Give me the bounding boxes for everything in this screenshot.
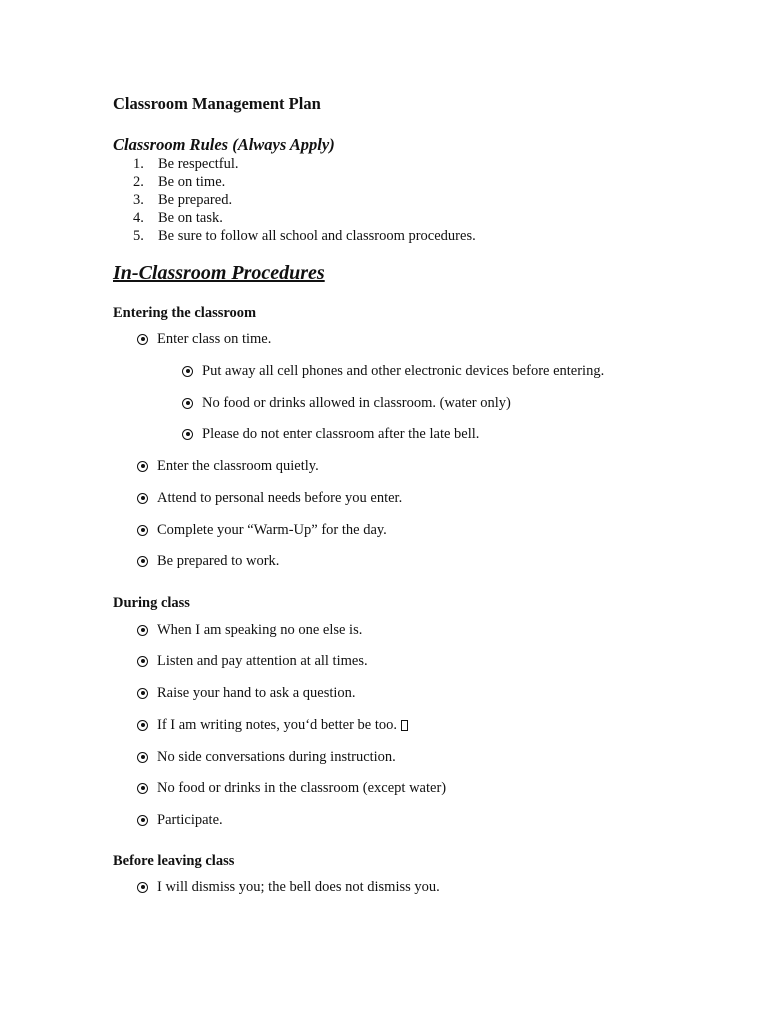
document-title: Classroom Management Plan	[113, 94, 321, 113]
list-item: Raise your hand to ask a question.	[137, 684, 356, 702]
list-item: Participate.	[137, 811, 223, 829]
list-item: No food or drinks allowed in classroom. (water only)	[182, 394, 511, 412]
rule-text: Be prepared.	[158, 192, 233, 208]
rule-item	[133, 155, 476, 173]
list-item: When I am speaking no one else is.	[137, 621, 362, 639]
circle-bullet-icon	[137, 688, 148, 699]
list-item: If I am writing notes, you‘d better be too.	[137, 716, 408, 734]
circle-bullet-icon	[137, 752, 148, 763]
rule-item	[133, 173, 476, 191]
list-item: No food or drinks in the classroom (except water)	[137, 779, 446, 797]
rule-text: Be respectful.	[158, 156, 239, 172]
list-item: Put away all cell phones and other electronic devices before entering.	[182, 362, 604, 380]
list-item: Complete your “Warm-Up” for the day.	[137, 521, 387, 539]
rule-number: 3.	[133, 192, 144, 208]
rules-list	[133, 155, 476, 245]
circle-bullet-icon	[182, 398, 193, 409]
circle-bullet-icon	[137, 461, 148, 472]
list-item: Please do not enter classroom after the late bell.	[182, 425, 479, 443]
during-heading: During class	[113, 595, 190, 611]
list-item: I will dismiss you; the bell does not dismiss you.	[137, 878, 440, 896]
rule-text: Be on task.	[158, 210, 223, 226]
circle-bullet-icon	[182, 429, 193, 440]
circle-bullet-icon	[137, 525, 148, 536]
circle-bullet-icon	[137, 493, 148, 504]
list-item: Listen and pay attention at all times.	[137, 652, 368, 670]
circle-bullet-icon	[137, 783, 148, 794]
circle-bullet-icon	[182, 366, 193, 377]
rule-item	[133, 209, 476, 227]
circle-bullet-icon	[137, 815, 148, 826]
circle-bullet-icon	[137, 556, 148, 567]
list-item: Be prepared to work.	[137, 552, 279, 570]
section-heading: In-Classroom Procedures	[113, 262, 325, 284]
circle-bullet-icon	[137, 656, 148, 667]
list-item: No side conversations during instruction.	[137, 748, 396, 766]
list-item: Enter the classroom quietly.	[137, 457, 319, 475]
rule-number: 5.	[133, 228, 144, 244]
rule-text: Be on time.	[158, 174, 226, 190]
rules-heading: Classroom Rules (Always Apply)	[113, 135, 335, 154]
leaving-heading: Before leaving class	[113, 853, 235, 869]
rule-text: Be sure to follow all school and classroom procedures.	[158, 228, 476, 244]
circle-bullet-icon	[137, 334, 148, 345]
circle-bullet-icon	[137, 625, 148, 636]
rule-number: 4.	[133, 210, 144, 226]
rule-number: 1.	[133, 156, 144, 172]
entering-heading: Entering the classroom	[113, 305, 257, 321]
circle-bullet-icon	[137, 882, 148, 893]
list-item: Attend to personal needs before you enter.	[137, 489, 402, 507]
circle-bullet-icon	[137, 720, 148, 731]
list-item: Enter class on time.	[137, 330, 271, 348]
missing-glyph-icon	[401, 720, 408, 731]
rule-item	[133, 227, 476, 245]
rule-number: 2.	[133, 174, 144, 190]
rule-item	[133, 191, 476, 209]
